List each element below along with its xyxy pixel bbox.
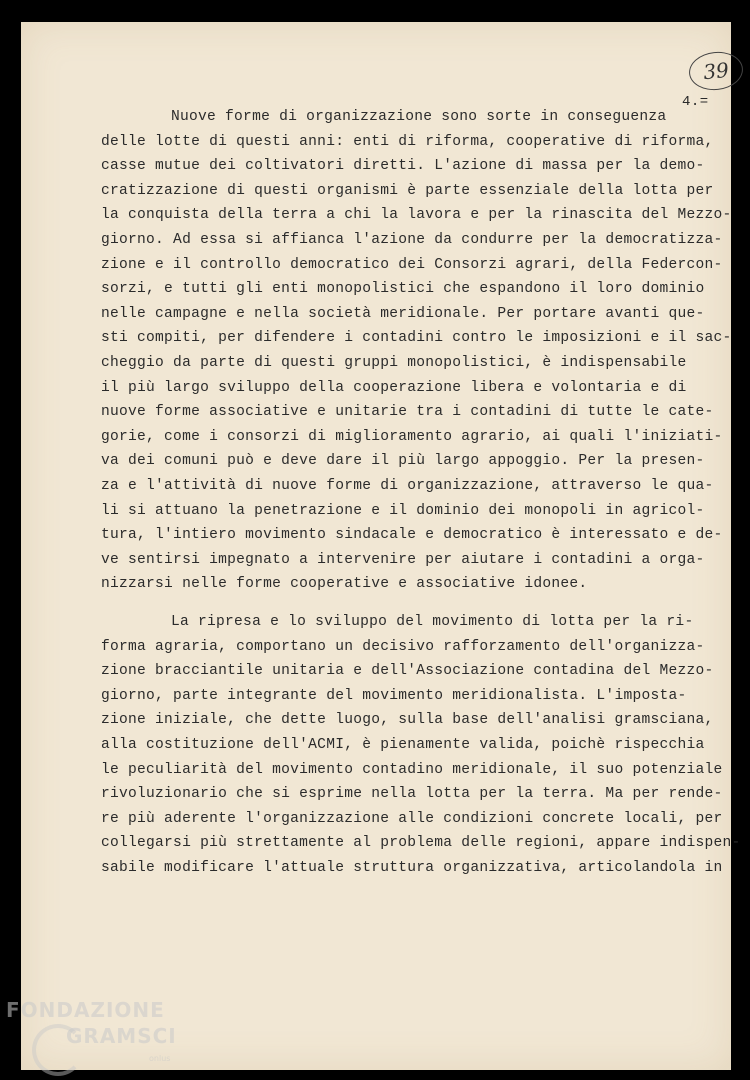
- text-line: la conquista della terra a chi la lavora e per la rinascita del Mezzo-: [101, 207, 732, 224]
- text-line: li si attuano la penetrazione e il dominio dei monopoli in agricol-: [101, 502, 705, 519]
- stamp-number: 39: [702, 57, 730, 85]
- text-line: nizzarsi nelle forme cooperative e associative idonee.: [101, 576, 588, 593]
- text-line: rivoluzionario che si esprime nella lotta per la terra. Ma per rende-: [101, 786, 723, 803]
- text-line: sorzi, e tutti gli enti monopolistici che espandono il loro dominio: [101, 281, 705, 298]
- text-line: alla costituzione dell'ACMI, è pienamente valida, poichè rispecchia: [101, 737, 705, 753]
- watermark-line-3: onlus: [149, 1054, 171, 1063]
- text-line: cratizzazione di questi organismi è parte essenziale della lotta per: [101, 182, 714, 199]
- handwritten-page-stamp: [687, 49, 745, 92]
- text-line: va dei comuni può e deve dare il più largo appoggio. Per la presen-: [101, 453, 705, 470]
- text-line: collegarsi più strettamente al problema delle regioni, appare indispen-: [101, 835, 741, 852]
- text-line: nelle campagne e nella società meridionale. Per portare avanti que-: [101, 305, 705, 322]
- text-line: delle lotte di questi anni: enti di riforma, cooperative di riforma,: [101, 133, 714, 150]
- text-line: nuove forme associative e unitarie tra i contadini di tutte le cate-: [101, 404, 714, 421]
- watermark-line-1: FONDAZIONE: [6, 998, 165, 1022]
- fondazione-gramsci-watermark: [4, 998, 184, 1078]
- text-line: zione e il controllo democratico dei Consorzi agrari, della Federcon-: [101, 256, 723, 273]
- text-line: casse mutue dei coltivatori diretti. L'azione di massa per la demo-: [101, 158, 705, 175]
- text-line: sabile modificare l'attuale struttura organizzativa, articolandola in: [101, 860, 723, 876]
- text-line: giorno, parte integrante del movimento meridionalista. L'imposta-: [101, 687, 687, 704]
- text-line: cheggio da parte di questi gruppi monopolistici, è indispensabile: [101, 355, 687, 371]
- text-line: La ripresa e lo sviluppo del movimento di lotta per la ri-: [171, 614, 694, 630]
- text-line: giorno. Ad essa si affianca l'azione da condurre per la democratizza-: [101, 232, 723, 248]
- document-page: [21, 22, 741, 1070]
- text-line: zione bracciantile unitaria e dell'Associazione contadina del Mezzo-: [101, 663, 714, 680]
- watermark-line-2: GRAMSCI: [66, 1024, 177, 1048]
- text-line: sti compiti, per difendere i contadini contro le imposizioni e il sac-: [101, 330, 732, 347]
- text-line: ve sentirsi impegnato a intervenire per aiutare i contadini a orga-: [101, 551, 705, 568]
- text-line: le peculiarità del movimento contadino meridionale, il suo potenziale: [101, 761, 723, 778]
- page-number: 4.=: [682, 94, 709, 110]
- text-line: forma agraria, comportano un decisivo rafforzamento dell'organizza-: [101, 638, 705, 655]
- text-line: il più largo sviluppo della cooperazione libera e volontaria e di: [101, 379, 687, 396]
- text-line: gorie, come i consorzi di miglioramento agrario, ai quali l'iniziati-: [101, 428, 723, 445]
- text-line: Nuove forme di organizzazione sono sorte in conseguenza: [171, 109, 667, 125]
- text-line: za e l'attività di nuove forme di organizzazione, attraverso le qua-: [101, 478, 714, 494]
- text-line: tura, l'intiero movimento sindacale e democratico è interessato e de-: [101, 527, 723, 544]
- text-line: zione iniziale, che dette luogo, sulla base dell'analisi gramsciana,: [101, 712, 714, 729]
- text-line: re più aderente l'organizzazione alle condizioni concrete locali, per: [101, 810, 723, 827]
